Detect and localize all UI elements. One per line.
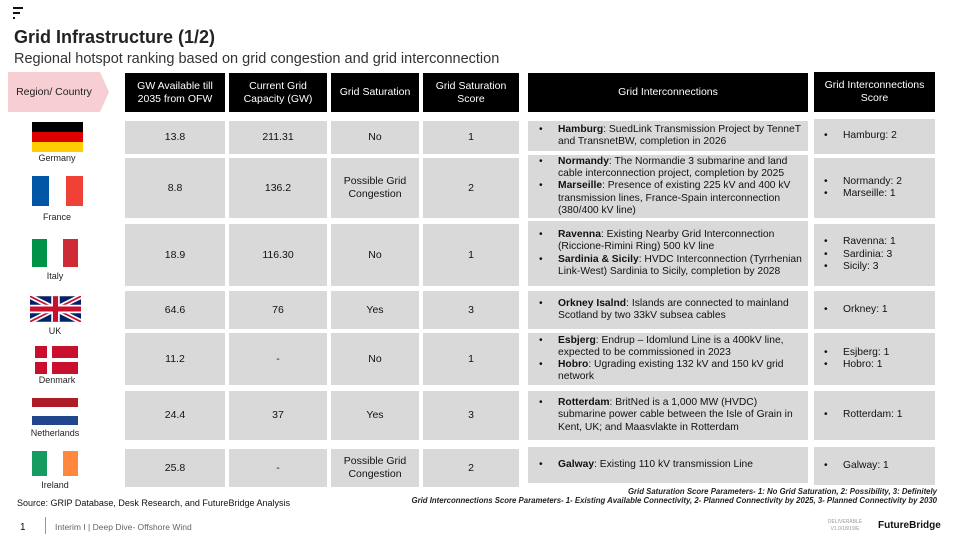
capacity-cell: 116.30 [229, 224, 327, 286]
saturation-cell: No [331, 333, 419, 385]
interconnection-item: • Galway: Existing 110 kV transmission Line [528, 459, 753, 471]
saturation-score-parameters: Grid Saturation Score Parameters- 1: No Grid Saturation, 2: Possibility, 3: Definitely [627, 487, 937, 496]
interconnections-score-cell: • Hamburg: 2 [814, 119, 935, 154]
ireland-flag-icon [32, 451, 78, 476]
france-flag-icon [32, 176, 83, 206]
gw-available-cell: 18.9 [125, 224, 225, 286]
interconnections-cell [528, 333, 808, 385]
interconnections-cell [528, 221, 808, 286]
uk-flag-icon [30, 296, 81, 322]
capacity-cell: - [229, 449, 327, 487]
capacity-cell: 76 [229, 291, 327, 329]
arrow-right-icon [100, 72, 109, 112]
gw-available-cell: 25.8 [125, 449, 225, 487]
header-saturation-score: Grid Saturation Score [423, 73, 519, 112]
denmark-flag-icon [35, 346, 78, 374]
interconnections-cell [528, 391, 808, 440]
header-saturation: Grid Saturation [331, 73, 419, 112]
saturation-score-cell: 1 [423, 224, 519, 286]
gw-available-cell: 8.8 [125, 158, 225, 218]
interconnection-item: • Orkney Isalnd: Islands are connected to mainland Scotland by two 33kV subsea cables [528, 298, 802, 322]
interconnections-cell [528, 121, 808, 151]
gw-available-cell: 64.6 [125, 291, 225, 329]
saturation-cell: Possible Grid Congestion [331, 158, 419, 218]
page-subtitle: Regional hotspot ranking based on grid congestion and grid interconnection [14, 51, 500, 67]
country-name: France [42, 212, 71, 222]
gw-available-cell: 11.2 [125, 333, 225, 385]
brand-logo: FutureBridge [878, 520, 941, 531]
saturation-cell: Yes [331, 291, 419, 329]
saturation-cell: No [331, 121, 419, 154]
country-name: Netherlands [30, 428, 80, 438]
capacity-cell: - [229, 333, 327, 385]
netherlands-flag-icon [32, 398, 78, 425]
interconnection-item: • Marseille: Presence of existing 225 kV and 400 kV transmission lines, France-Spain interconnection (380/400 kV line) [528, 180, 802, 217]
interconnections-score-cell: • Rotterdam: 1 [814, 391, 935, 440]
deliverable-label: DELIVERABLE [827, 519, 863, 525]
saturation-score-cell: 3 [423, 291, 519, 329]
interconnections-cell [528, 447, 808, 483]
footer-text: Interim I | Deep Dive- Offshore Wind [55, 522, 192, 532]
header-interconnections: Grid Interconnections [528, 73, 808, 112]
page-number: 1 [20, 522, 26, 533]
country-name: Ireland [41, 480, 69, 490]
saturation-score-cell: 3 [423, 391, 519, 440]
saturation-cell: No [331, 224, 419, 286]
interconnection-item: • Ravenna: Existing Nearby Grid Interconnection (Riccione-Rimini Ring) 500 kV line [528, 229, 802, 253]
saturation-score-cell: 1 [423, 121, 519, 154]
version-label: V1.0/18/19/E [830, 526, 860, 532]
header-region: Region/ Country [8, 72, 100, 112]
interconnection-score-parameters: Grid Interconnections Score Parameters- 1- Existing Available Connectivity, 2- Planned Connectivity by 2025, 3- Planned Connectivity by 2030 [411, 496, 937, 505]
interconnections-score-cell: • Orkney: 1 [814, 291, 935, 329]
header-capacity: Current Grid Capacity (GW) [229, 73, 327, 112]
saturation-cell: Possible Grid Congestion [331, 449, 419, 487]
interconnection-item: • Normandy: The Normandie 3 submarine and land cable interconnection project, completion by 2025 [528, 156, 802, 180]
saturation-score-cell: 2 [423, 449, 519, 487]
header-gw-available: GW Available till 2035 from OFW [125, 73, 225, 112]
futurebridge-logo-icon [13, 7, 25, 21]
interconnection-item: • Hamburg: SuedLink Transmission Project by TenneT and TransnetBW, completion in 2026 [528, 124, 802, 148]
country-name: Denmark [38, 375, 76, 385]
italy-flag-icon [32, 239, 78, 267]
source-note: Source: GRIP Database, Desk Research, and FutureBridge Analysis [17, 498, 290, 508]
capacity-cell: 211.31 [229, 121, 327, 154]
country-name: Germany [38, 153, 76, 163]
interconnection-item: • Esbjerg: Endrup – Idomlund Line is a 400kV line, expected to be commissioned in 2023 [528, 335, 802, 359]
footer-divider [45, 517, 46, 534]
country-name: Italy [46, 271, 64, 281]
gw-available-cell: 24.4 [125, 391, 225, 440]
interconnections-score-cell: • Normandy: 2 • Marseille: 1 [814, 158, 935, 218]
interconnections-score-cell: • Esjberg: 1 • Hobro: 1 [814, 333, 935, 385]
saturation-cell: Yes [331, 391, 419, 440]
interconnections-cell [528, 291, 808, 329]
interconnections-score-cell: • Ravenna: 1 • Sardinia: 3 • Sicily: 3 [814, 224, 935, 286]
page-title: Grid Infrastructure (1/2) [14, 27, 216, 47]
saturation-score-cell: 2 [423, 158, 519, 218]
interconnection-item: • Hobro: Ugrading existing 132 kV and 150 kV grid network [528, 359, 802, 383]
saturation-score-cell: 1 [423, 333, 519, 385]
interconnection-item: • Rotterdam: BritNed is a 1,000 MW (HVDC) submarine power cable between the Isle of Grain in Kent, UK; and Maasvlakte in Rotterdam [528, 397, 802, 434]
gw-available-cell: 13.8 [125, 121, 225, 154]
capacity-cell: 37 [229, 391, 327, 440]
interconnections-score-cell: • Galway: 1 [814, 447, 935, 485]
capacity-cell: 136.2 [229, 158, 327, 218]
interconnections-cell [528, 155, 808, 218]
country-name: UK [48, 326, 62, 336]
germany-flag-icon [32, 122, 83, 152]
header-interconnections-score: Grid Interconnections Score [814, 72, 935, 112]
interconnection-item: • Sardinia & Sicily: HVDC Interconnection (Tyrrhenian Link-West) Sardinia to Sicily, completion by 2028 [528, 254, 802, 278]
